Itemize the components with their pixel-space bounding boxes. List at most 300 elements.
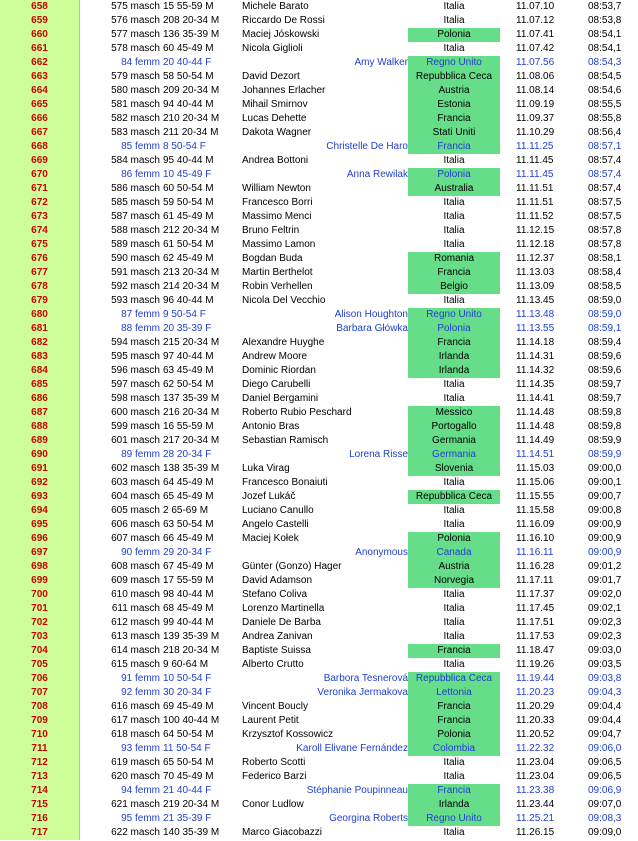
cell-gen: 65 50-54 M (163, 757, 214, 768)
cell-pos: 665 (0, 98, 80, 112)
cell-pos: 704 (0, 644, 80, 658)
cell-gen: 61 45-49 M (163, 211, 214, 222)
cell-gen: 58 50-54 M (163, 71, 214, 82)
cell-time: 11.20.29 (516, 701, 555, 712)
table-row (0, 560, 638, 574)
cell-pace: 09:04,4 (588, 701, 622, 712)
cell-gen: 20 40-44 F (163, 57, 212, 68)
cell-gpos: 616 masch (111, 701, 160, 712)
cell-naz: Italia (443, 211, 465, 222)
cell-name: Nicola Del Vecchio (242, 295, 326, 306)
table-row (0, 224, 638, 238)
cell-gpos: 589 masch (111, 239, 160, 250)
table-row (0, 756, 638, 770)
cell-gpos: 619 masch (111, 757, 160, 768)
cell-pos: 658 (0, 0, 80, 14)
cell-pace: 08:55,8 (588, 113, 622, 124)
cell-name: David Adamson (242, 575, 313, 586)
table-row (0, 504, 638, 518)
cell-pace: 09:01,7 (588, 575, 622, 586)
cell-naz: Belgio (408, 280, 500, 294)
cell-gen: 95 40-44 M (163, 155, 214, 166)
cell-pace: 08:54,1 (588, 43, 622, 54)
cell-gen: 217 20-34 M (163, 435, 220, 446)
table-row (0, 742, 638, 756)
cell-time: 11.16.11 (516, 547, 554, 558)
cell-gpos: 602 masch (111, 463, 160, 474)
cell-gen: 219 20-34 M (163, 799, 220, 810)
cell-pace: 08:57,5 (588, 211, 622, 222)
cell-name: Mihail Smirnov (242, 99, 308, 110)
cell-name: Alberto Crutto (242, 659, 304, 670)
table-row (0, 434, 638, 448)
cell-gen: 96 40-44 M (163, 295, 214, 306)
cell-pos: 663 (0, 70, 80, 84)
cell-pos: 659 (0, 14, 80, 28)
cell-gen: 70 45-49 M (163, 771, 214, 782)
cell-name: Lucas Dehette (242, 113, 307, 124)
cell-time: 11.07.42 (516, 43, 555, 54)
cell-gen: 67 45-49 M (163, 561, 214, 572)
cell-pos: 712 (0, 756, 80, 770)
cell-pace: 09:00,9 (588, 533, 622, 544)
cell-gpos: 608 masch (111, 561, 160, 572)
cell-naz: Australia (408, 182, 500, 196)
cell-pace: 09:03,8 (588, 673, 622, 684)
cell-pace: 09:00,8 (588, 505, 622, 516)
table-row (0, 196, 638, 210)
cell-time: 11.16.28 (516, 561, 555, 572)
cell-pace: 08:59,1 (588, 323, 622, 334)
cell-pos: 698 (0, 560, 80, 574)
cell-pos: 664 (0, 84, 80, 98)
cell-pos: 703 (0, 630, 80, 644)
cell-pos: 711 (0, 742, 80, 756)
cell-pos: 696 (0, 532, 80, 546)
cell-pace: 09:00,9 (588, 547, 622, 558)
cell-name: Diego Carubelli (242, 379, 311, 390)
cell-naz: Germania (408, 434, 500, 448)
cell-gpos: 598 masch (111, 393, 160, 404)
cell-name: Bruno Feltrin (242, 225, 300, 236)
table-row (0, 70, 638, 84)
cell-time: 11.11.51 (516, 197, 554, 208)
cell-gpos: 86 femm (121, 169, 160, 180)
cell-pos: 685 (0, 378, 80, 392)
cell-name: Massimo Menci (242, 211, 312, 222)
cell-time: 11.20.23 (516, 687, 555, 698)
cell-gpos: 575 masch (111, 1, 160, 12)
table-row (0, 308, 638, 322)
cell-gen: 209 20-34 M (163, 85, 220, 96)
table-row (0, 98, 638, 112)
cell-pace: 08:54,3 (588, 57, 622, 68)
cell-name: Sebastian Ramisch (242, 435, 329, 446)
cell-pace: 08:57,8 (588, 239, 622, 250)
table-row (0, 462, 638, 476)
cell-gpos: 612 masch (111, 617, 160, 628)
cell-naz: Canada (408, 546, 500, 560)
cell-pace: 08:59,9 (588, 435, 622, 446)
cell-gen: 212 20-34 M (163, 225, 220, 236)
table-row (0, 770, 638, 784)
cell-naz: Francia (408, 266, 500, 280)
cell-naz: Messico (408, 406, 500, 420)
table-row (0, 700, 638, 714)
table-row (0, 350, 638, 364)
cell-pace: 08:57,4 (588, 155, 622, 166)
cell-name: William Newton (242, 183, 311, 194)
cell-time: 11.14.51 (516, 449, 555, 460)
cell-pos: 714 (0, 784, 80, 798)
cell-gpos: 593 masch (111, 295, 160, 306)
cell-name: Barbora Tesnerová (323, 673, 408, 684)
cell-pace: 09:01,2 (588, 561, 622, 572)
table-row (0, 140, 638, 154)
cell-time: 11.11.25 (516, 141, 554, 152)
cell-naz: Italia (443, 379, 465, 390)
cell-naz: Francia (408, 336, 500, 350)
cell-pos: 681 (0, 322, 80, 336)
cell-pos: 661 (0, 42, 80, 56)
cell-gen: 137 35-39 M (163, 393, 220, 404)
cell-pace: 08:54,5 (588, 71, 622, 82)
cell-gpos: 90 femm (121, 547, 160, 558)
cell-name: Maciej Kołek (242, 533, 299, 544)
cell-pace: 09:06,5 (588, 771, 622, 782)
cell-pace: 09:03,5 (588, 659, 622, 670)
cell-pace: 09:00,7 (588, 491, 622, 502)
cell-name: Karoll Elivane Fernández (296, 743, 408, 754)
cell-gen: 66 45-49 M (163, 533, 214, 544)
cell-pos: 700 (0, 588, 80, 602)
cell-gpos: 597 masch (111, 379, 160, 390)
cell-time: 11.12.37 (516, 253, 555, 264)
cell-name: Amy Walker (354, 57, 408, 68)
cell-pos: 697 (0, 546, 80, 560)
cell-gen: 69 45-49 M (163, 701, 214, 712)
cell-pos: 688 (0, 420, 80, 434)
cell-time: 11.14.32 (516, 365, 555, 376)
cell-gen: 63 50-54 M (163, 519, 214, 530)
table-row (0, 112, 638, 126)
cell-name: Vincent Boucly (242, 701, 308, 712)
cell-pos: 684 (0, 364, 80, 378)
table-row (0, 672, 638, 686)
cell-pace: 09:03,0 (588, 645, 622, 656)
cell-gen: 9 50-54 F (163, 309, 206, 320)
cell-naz: Italia (443, 295, 465, 306)
cell-gen: 138 35-39 M (163, 463, 220, 474)
cell-gen: 60 45-49 M (163, 43, 214, 54)
table-row (0, 28, 638, 42)
cell-time: 11.17.45 (516, 603, 555, 614)
cell-naz: Italia (443, 771, 465, 782)
cell-time: 11.07.12 (516, 15, 555, 26)
cell-pos: 708 (0, 700, 80, 714)
cell-gen: 11 50-54 F (163, 743, 211, 754)
table-row (0, 420, 638, 434)
cell-time: 11.07.41 (516, 29, 555, 40)
table-row (0, 630, 638, 644)
table-row (0, 42, 638, 56)
cell-gen: 215 20-34 M (163, 337, 220, 348)
cell-gen: 100 40-44 M (163, 715, 220, 726)
cell-gen: 20 35-39 F (163, 323, 212, 334)
table-row (0, 826, 638, 840)
cell-naz: Italia (443, 477, 465, 488)
cell-gpos: 586 masch (111, 183, 160, 194)
cell-naz: Italia (443, 617, 465, 628)
cell-naz: Polonia (408, 728, 500, 742)
table-row (0, 252, 638, 266)
cell-name: Conor Ludlow (242, 799, 304, 810)
table-row (0, 266, 638, 280)
cell-pos: 716 (0, 812, 80, 826)
cell-naz: Austria (408, 84, 500, 98)
table-row (0, 602, 638, 616)
cell-pos: 674 (0, 224, 80, 238)
cell-pace: 08:59,9 (588, 449, 622, 460)
cell-naz: Italia (443, 15, 465, 26)
cell-naz: Irlanda (408, 798, 500, 812)
cell-name: David Dezort (242, 71, 300, 82)
cell-pace: 08:59,0 (588, 309, 622, 320)
cell-pos: 679 (0, 294, 80, 308)
cell-pos: 670 (0, 168, 80, 182)
cell-gpos: 599 masch (111, 421, 160, 432)
cell-naz: Colombia (408, 742, 500, 756)
cell-gpos: 613 masch (111, 631, 160, 642)
cell-time: 11.25.21 (516, 813, 555, 824)
cell-gpos: 579 masch (111, 71, 160, 82)
cell-naz: Francia (408, 714, 500, 728)
cell-gpos: 577 masch (111, 29, 160, 40)
cell-pace: 08:59,6 (588, 365, 622, 376)
cell-naz: Portogallo (408, 420, 500, 434)
cell-pace: 09:02,0 (588, 589, 622, 600)
cell-gpos: 606 masch (111, 519, 160, 530)
cell-gen: 16 55-59 M (163, 421, 214, 432)
cell-naz: Polonia (408, 28, 500, 42)
cell-time: 11.23.04 (516, 771, 555, 782)
cell-pace: 08:57,8 (588, 225, 622, 236)
cell-pos: 660 (0, 28, 80, 42)
cell-pace: 08:57,4 (588, 183, 622, 194)
cell-pos: 662 (0, 56, 80, 70)
cell-time: 11.19.44 (516, 673, 555, 684)
cell-naz: Lettonia (408, 686, 500, 700)
cell-pace: 09:00,1 (588, 477, 622, 488)
cell-gpos: 85 femm (121, 141, 160, 152)
cell-pace: 08:59,8 (588, 421, 622, 432)
table-row (0, 84, 638, 98)
table-row (0, 490, 638, 504)
cell-naz: Francia (408, 784, 500, 798)
cell-pace: 08:54,1 (588, 29, 622, 40)
cell-naz: Italia (443, 1, 465, 12)
cell-time: 11.08.06 (516, 71, 555, 82)
cell-time: 11.16.09 (516, 519, 555, 530)
cell-gpos: 618 masch (111, 729, 160, 740)
cell-name: Lorenzo Martinella (242, 603, 325, 614)
cell-name: Georgina Roberts (329, 813, 408, 824)
table-row (0, 182, 638, 196)
cell-gen: 99 40-44 M (163, 617, 214, 628)
cell-naz: Italia (443, 43, 465, 54)
cell-gen: 64 50-54 M (163, 729, 214, 740)
cell-name: Luciano Canullo (242, 505, 314, 516)
cell-pos: 693 (0, 490, 80, 504)
cell-name: Christelle De Haro (326, 141, 408, 152)
cell-gen: 17 55-59 M (163, 575, 214, 586)
cell-naz: Francia (408, 140, 500, 154)
cell-name: Alison Houghton (334, 309, 408, 320)
cell-pace: 09:07,0 (588, 799, 622, 810)
cell-time: 11.11.52 (516, 211, 554, 222)
cell-time: 11.15.55 (516, 491, 555, 502)
table-row (0, 588, 638, 602)
cell-time: 11.16.10 (516, 533, 555, 544)
cell-naz: Regno Unito (408, 308, 500, 322)
table-row (0, 280, 638, 294)
cell-gen: 62 45-49 M (163, 253, 214, 264)
cell-naz: Irlanda (408, 364, 500, 378)
cell-name: Roberto Rubio Peschard (242, 407, 352, 418)
cell-pace: 08:57,4 (588, 169, 622, 180)
table-row (0, 574, 638, 588)
cell-pace: 09:00,9 (588, 519, 622, 530)
cell-name: Stéphanie Poupinneau (306, 785, 408, 796)
cell-gpos: 610 masch (111, 589, 160, 600)
cell-pos: 677 (0, 266, 80, 280)
table-row (0, 14, 638, 28)
cell-gen: 9 60-64 M (163, 659, 209, 670)
cell-time: 11.23.44 (516, 799, 555, 810)
cell-pos: 715 (0, 798, 80, 812)
cell-gpos: 587 masch (111, 211, 160, 222)
cell-gen: 218 20-34 M (163, 645, 220, 656)
table-row (0, 392, 638, 406)
cell-time: 11.11.45 (516, 155, 554, 166)
cell-time: 11.12.15 (516, 225, 555, 236)
cell-gpos: 600 masch (111, 407, 160, 418)
table-row (0, 322, 638, 336)
cell-time: 11.15.03 (516, 463, 555, 474)
cell-gpos: 611 masch (111, 603, 160, 614)
cell-naz: Italia (443, 659, 465, 670)
cell-name: Andrea Zanivan (242, 631, 313, 642)
cell-pos: 695 (0, 518, 80, 532)
cell-name: Luka Virag (242, 463, 290, 474)
cell-naz: Francia (408, 644, 500, 658)
table-row (0, 714, 638, 728)
cell-gen: 64 45-49 M (163, 477, 214, 488)
cell-time: 11.11.45 (516, 169, 554, 180)
cell-gen: 65 45-49 M (163, 491, 214, 502)
cell-time: 11.15.58 (516, 505, 555, 516)
table-row (0, 686, 638, 700)
cell-gpos: 595 masch (111, 351, 160, 362)
cell-naz: Italia (443, 631, 465, 642)
cell-naz: Italia (443, 505, 465, 516)
cell-pos: 701 (0, 602, 80, 616)
table-row (0, 476, 638, 490)
cell-pos: 710 (0, 728, 80, 742)
cell-naz: Polonia (408, 168, 500, 182)
cell-gpos: 91 femm (121, 673, 160, 684)
cell-pos: 705 (0, 658, 80, 672)
cell-gen: 15 55-59 M (163, 1, 214, 12)
cell-gpos: 617 masch (111, 715, 160, 726)
cell-name: Massimo Lamon (242, 239, 316, 250)
cell-naz: Italia (443, 155, 465, 166)
cell-name: Lorena Risse (349, 449, 408, 460)
cell-pace: 09:04,4 (588, 715, 622, 726)
cell-pos: 702 (0, 616, 80, 630)
cell-naz: Estonia (408, 98, 500, 112)
cell-gen: 28 20-34 F (163, 449, 212, 460)
cell-pos: 707 (0, 686, 80, 700)
table-row (0, 406, 638, 420)
cell-gen: 211 20-34 M (163, 127, 219, 138)
cell-gpos: 614 masch (111, 645, 160, 656)
cell-gen: 94 40-44 M (163, 99, 214, 110)
cell-pos: 666 (0, 112, 80, 126)
cell-time: 11.14.49 (516, 435, 555, 446)
cell-time: 11.09.19 (516, 99, 555, 110)
cell-name: Andrea Bottoni (242, 155, 309, 166)
cell-gen: 208 20-34 M (163, 15, 220, 26)
cell-name: Federico Barzi (242, 771, 307, 782)
cell-name: Michele Barato (242, 1, 309, 12)
cell-gpos: 578 masch (111, 43, 160, 54)
cell-gpos: 607 masch (111, 533, 160, 544)
cell-naz: Stati Uniti (408, 126, 500, 140)
cell-name: Anna Rewilak (346, 169, 408, 180)
cell-name: Francesco Bonaiuti (242, 477, 328, 488)
cell-name: Johannes Erlacher (242, 85, 326, 96)
cell-gen: 30 20-34 F (163, 687, 212, 698)
table-row (0, 728, 638, 742)
cell-pos: 713 (0, 770, 80, 784)
cell-gen: 136 35-39 M (163, 29, 220, 40)
cell-time: 11.19.26 (516, 659, 555, 670)
cell-time: 11.17.37 (516, 589, 555, 600)
cell-pace: 08:59,7 (588, 393, 622, 404)
table-row (0, 168, 638, 182)
cell-pos: 672 (0, 196, 80, 210)
cell-naz: Italia (443, 827, 465, 838)
cell-gen: 29 20-34 F (163, 547, 212, 558)
cell-naz: Polonia (408, 322, 500, 336)
cell-pos: 668 (0, 140, 80, 154)
cell-gen: 210 20-34 M (163, 113, 220, 124)
cell-pace: 08:55,5 (588, 99, 622, 110)
cell-pos: 691 (0, 462, 80, 476)
cell-pace: 08:58,4 (588, 267, 622, 278)
cell-pace: 08:59,7 (588, 379, 622, 390)
cell-name: Dakota Wagner (242, 127, 312, 138)
cell-name: Krzysztof Kossowicz (242, 729, 334, 740)
cell-gpos: 89 femm (121, 449, 160, 460)
cell-naz: Slovenia (408, 462, 500, 476)
cell-pos: 680 (0, 308, 80, 322)
cell-gpos: 620 masch (111, 771, 160, 782)
cell-gpos: 581 masch (111, 99, 160, 110)
cell-time: 11.07.10 (516, 1, 555, 12)
cell-time: 11.14.35 (516, 379, 555, 390)
